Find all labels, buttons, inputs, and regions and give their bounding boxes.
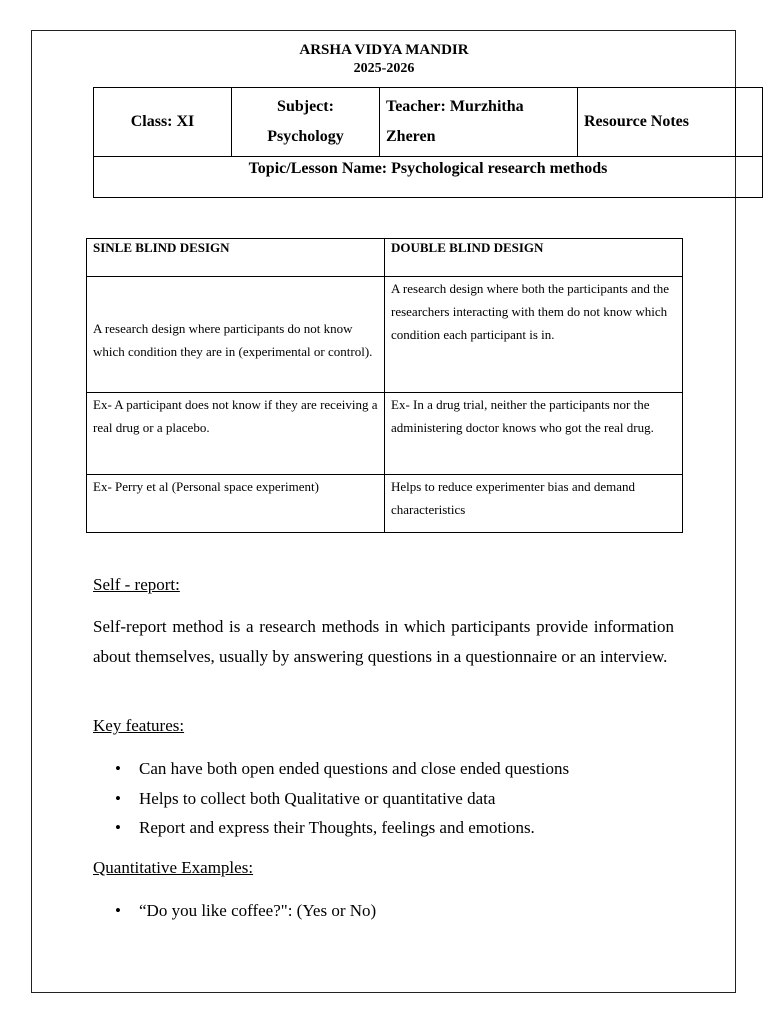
table-row <box>87 277 683 393</box>
blind-design-table <box>86 238 683 533</box>
key-features-list <box>93 754 569 843</box>
quantitative-examples-heading: Quantitative Examples: <box>93 858 254 877</box>
table-row <box>87 393 683 475</box>
table-cell: A research design where participants do not know which condition they are in (experimental or control). <box>87 277 385 393</box>
list-item: • “Do you like coffee?": (Yes or No) <box>93 896 376 926</box>
topic-cell: Topic/Lesson Name: Psychological research methods <box>94 157 763 198</box>
teacher-label: Teacher: Murzhitha <box>386 98 524 115</box>
table-cell: Ex- Perry et al (Personal space experiment) <box>87 475 385 533</box>
list-item: • Helps to collect both Qualitative or quantitative data <box>93 784 569 814</box>
resource-cell: Resource Notes <box>578 88 736 157</box>
subject-cell <box>232 88 380 157</box>
list-item: • Can have both open ended questions and close ended questions <box>93 754 569 784</box>
teacher-cell <box>380 88 578 157</box>
academic-year: 2025-2026 <box>353 61 415 76</box>
self-report-paragraph: Self-report method is a research methods in which participants provide information about themselves, usually by answering questions in a questionnaire or an interview. <box>93 617 674 666</box>
table-cell: Helps to reduce experimenter bias and demand characteristics <box>385 475 683 533</box>
table-cell: Ex- A participant does not know if they are receiving a real drug or a placebo. <box>87 393 385 475</box>
school-name: ARSHA VIDYA MANDIR <box>299 42 469 58</box>
table-row <box>87 475 683 533</box>
empty-cell <box>736 88 763 157</box>
table-cell: Ex- In a drug trial, neither the participants nor the administering doctor knows who got the real drug. <box>385 393 683 475</box>
class-cell: Class: XI <box>94 88 232 157</box>
self-report-heading: Self - report: <box>93 575 180 594</box>
teacher-name: Zheren <box>386 128 436 145</box>
quantitative-examples-list <box>93 896 376 926</box>
list-item: • Report and express their Thoughts, feelings and emotions. <box>93 813 569 843</box>
column-header: DOUBLE BLIND DESIGN <box>385 239 683 277</box>
header-table <box>93 87 763 198</box>
table-cell: A research design where both the participants and the researchers interacting with them do not know which condition each participant is in. <box>385 277 683 393</box>
subject-label: Subject: <box>277 98 334 115</box>
column-header: SINLE BLIND DESIGN <box>87 239 385 277</box>
subject-value: Psychology <box>267 128 344 145</box>
key-features-heading: Key features: <box>93 716 185 735</box>
